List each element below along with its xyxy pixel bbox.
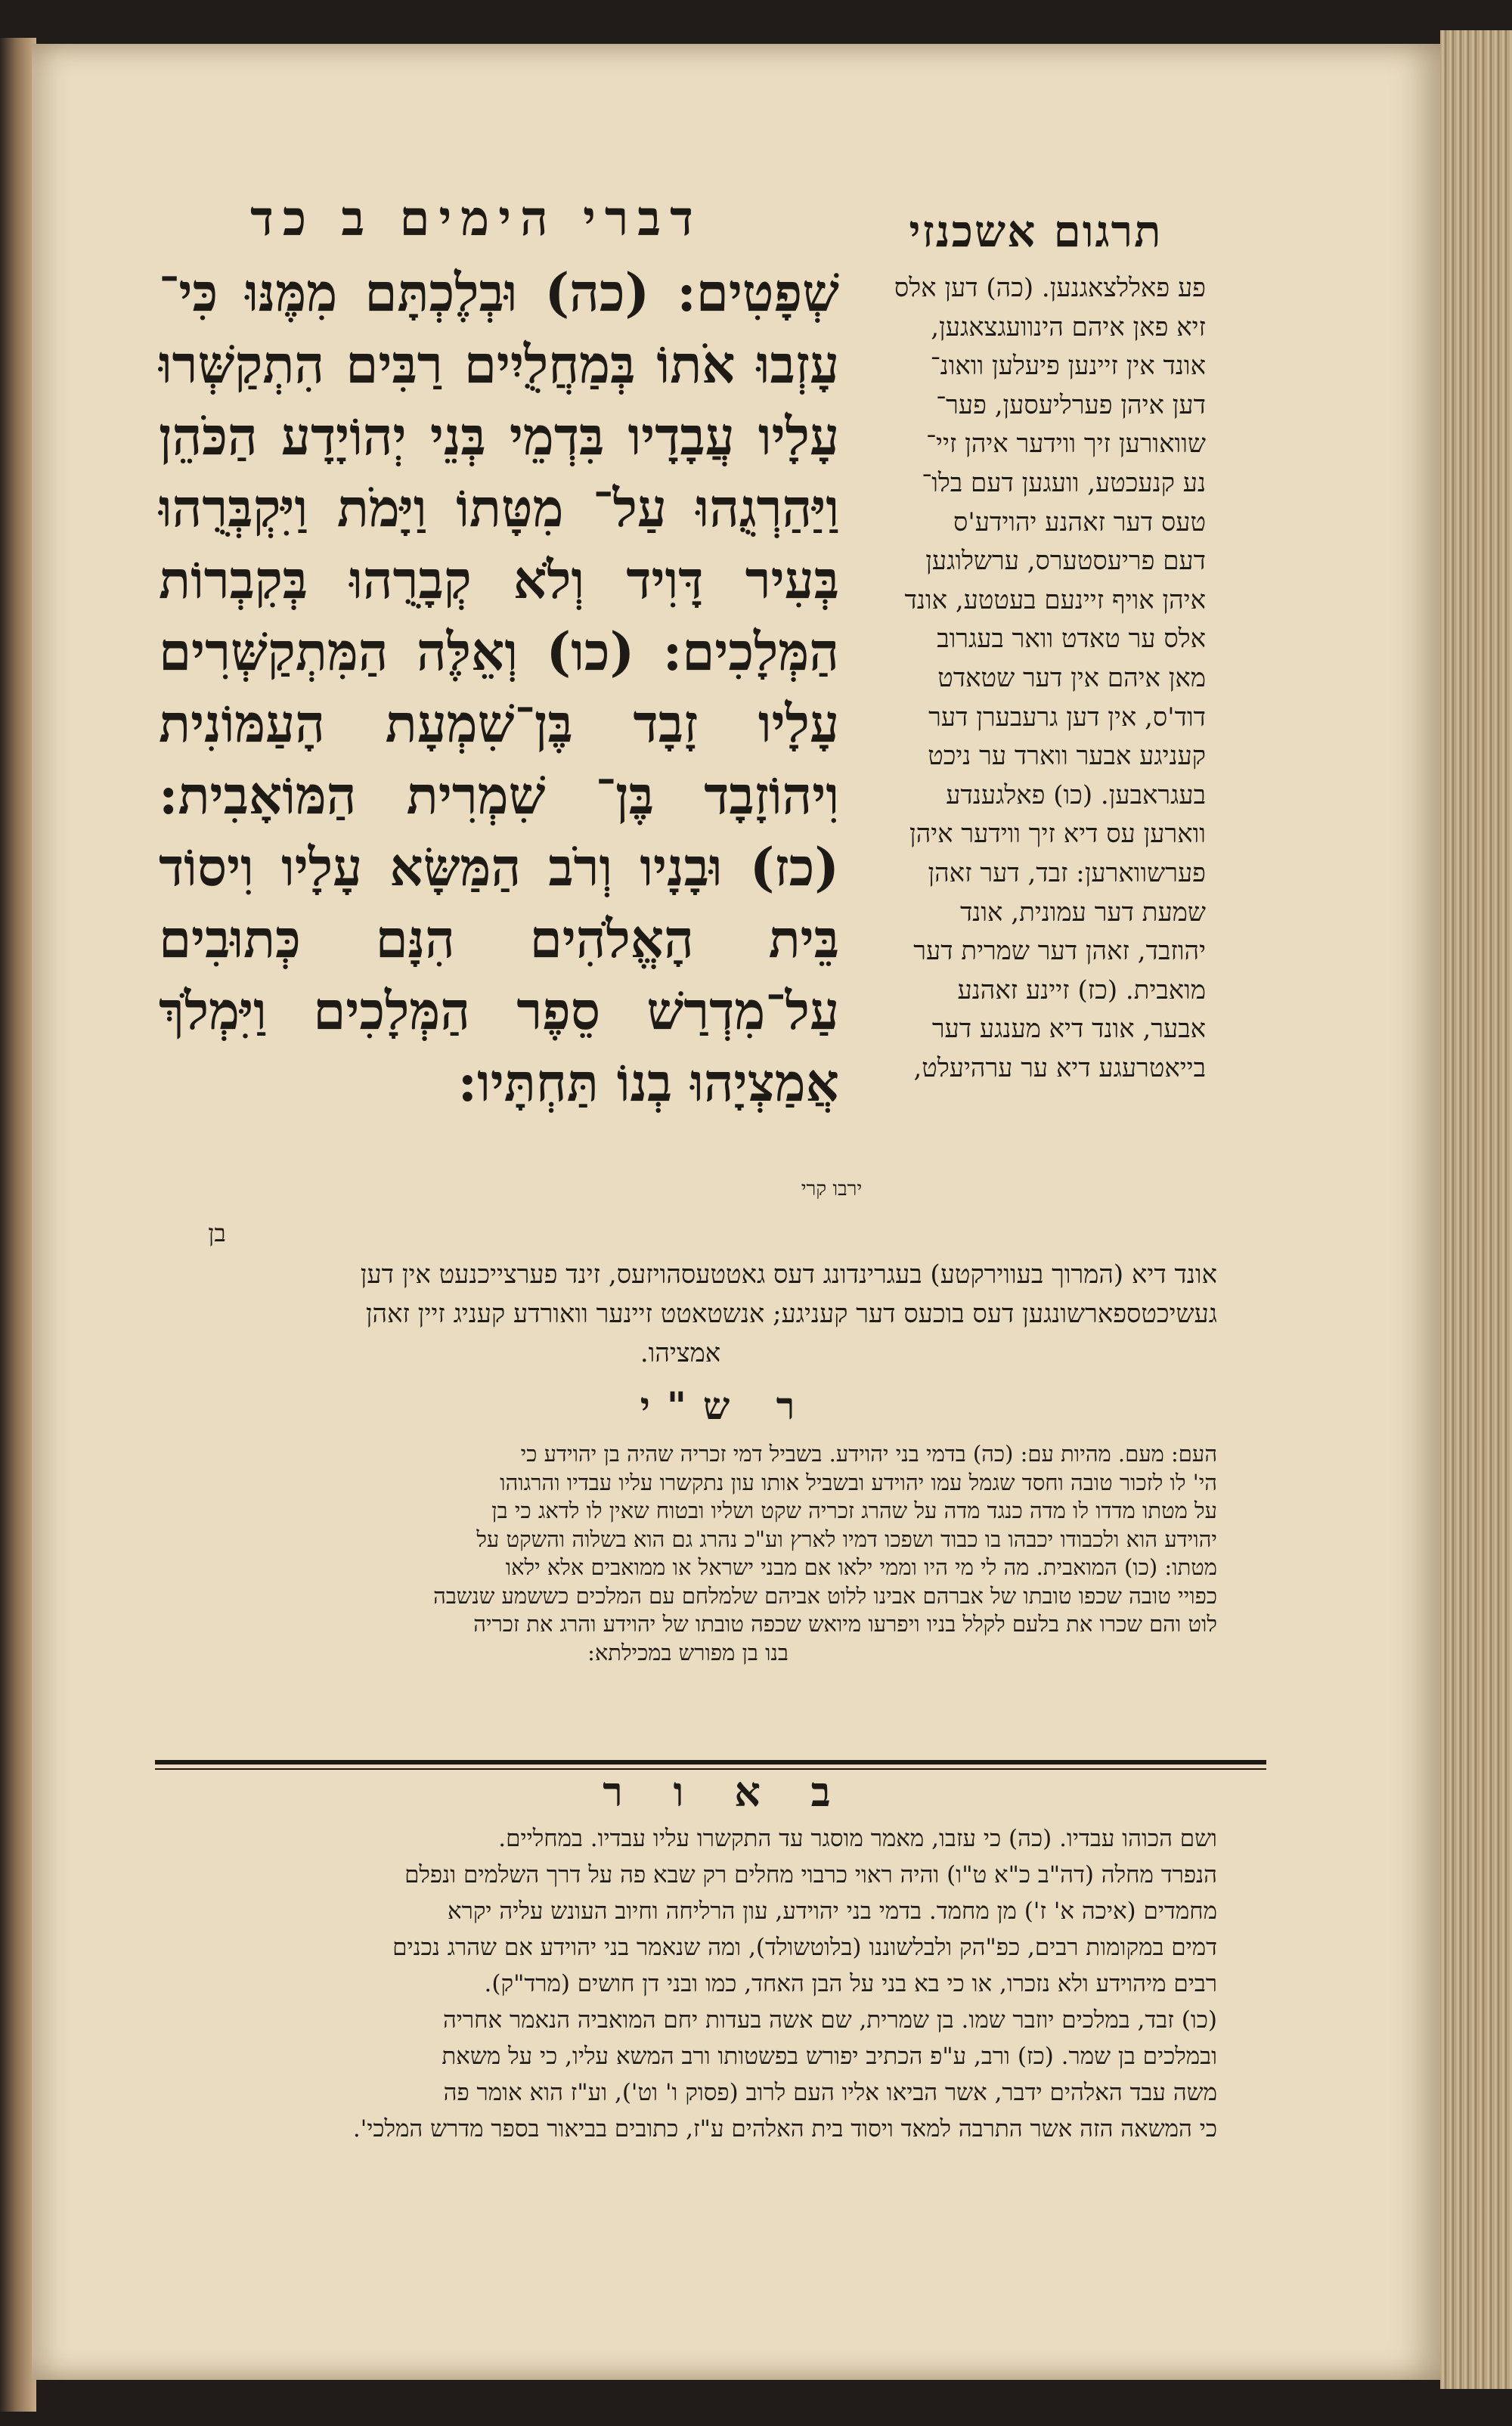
running-header-book-chapter: דברי הימים ב כד — [250, 191, 702, 247]
biur-line: הנפרד מחלה (דה"ב כ"א ט"ו) והיה ראוי כרבוי מחלים רק שבא פה על דרך השלמים ונפלם — [404, 1861, 1217, 1888]
rashi-heading: ר ש"י — [640, 1383, 812, 1428]
rashi-line: העם: מעם. מהיות עם: (כה) בדמי בני יהוידע. בשביל דמי זכריה שהיה בן יהוידע כי — [520, 1441, 1217, 1467]
translation-line: בעגראבען. (כו) פאלגענדע — [946, 779, 1206, 810]
translation-line: מואבית. (כז) זיינע זאהנע — [957, 974, 1206, 1005]
biur-heading: ב א ו ר — [603, 1768, 849, 1816]
scripture-text: שְׁפָטִים: (כה) וּבְלֶכְתָּם מִמֶּנּוּ כִּי־ עָזְבוּ אֹתוֹ בְּמַחֲלֻיִים רַבִּים הִתְקַשְּׁרוּ עָלָיו עֲבָדָיו בִּדְמֵי בְּנֵי יְהוֹיָדָע הַכֹּהֵן וַיַּהַרְגֻהוּ עַל־ מִטָּתוֹ וַיָּמֹת וַיִּקְבְּרֻהוּ בְּעִיר דָּוִיד וְלֹא קְבָרֻהוּ בְּקִבְרוֹת הַמְּלָכִים: (כו) וְאֵלֶּה הַמִּתְקַשְּׁרִים עָלָיו זָבָד בֶּן־שִׁמְעָת הָעַמּוֹנִית וִיהוֹזָבָד בֶּן־ שִׁמְרִית הַמּוֹאָבִית: (כז) וּבָנָיו וְרֹב הַמַּשָּׂא עָלָיו וִיסוֹד בֵּית הָאֱלֹהִים הִנָּם כְּתוּבִים עַל־מִדְרַשׁ סֵפֶר הַמְּלָכִים וַיִּמְלֹךְ אֲמַצְיָהוּ בְנוֹ תַּחְתָּיו: — [159, 262, 839, 1114]
translation-continued-line: אמציהו. — [640, 1338, 721, 1368]
rashi-line: כפויי טובה שכפו טובתו של אברהם אבינו ללוט אביהם שלמלחם עם המלכים כששמע שנשבה — [433, 1582, 1217, 1609]
rashi-line: הי' לו לזכור טובה וחסד שגמל עמו יהוידע ובשביל אותו עון נתקשרו עליו עבדיו והרגוהו — [500, 1469, 1217, 1495]
translation-line: מאן איהם אין דער שטאדט — [937, 662, 1206, 693]
biur-line: משה עבד האלהים ידבר, אשר הביאו אליו העם לרוב (פסוק ו' וט'), וע"ז הוא אומר פה — [443, 2079, 1217, 2106]
translation-continued — [144, 1255, 1217, 1383]
translation-line: יהוזבד, זאהן דער שמרית דער — [913, 936, 1206, 967]
page-stack-edge — [1440, 30, 1512, 2389]
translation-line: פערשווארען: זבד, דער זאהן — [928, 857, 1206, 888]
translation-line: דען איהן פערליעסען, פער־ — [936, 389, 1206, 420]
section-divider-thick — [155, 1760, 1266, 1765]
translation-line: איהן אויף זיינעם בעטטע, אונד — [904, 584, 1206, 615]
translation-line: ווארען עס דיא זיך ווידער איהן — [909, 819, 1206, 850]
rashi-line: על מטתו מדדו לו מדה כנגד מדה על שהרג זכריה שקט ושליו ובטוח שאין לו לדאג כי בן — [491, 1498, 1217, 1523]
biur-line: ובמלכים בן שמר. (כז) ורב, ע"פ הכתיב יפורש בפשטותו ורב המשא עליו, כי על משאת — [442, 2043, 1217, 2070]
translation-line: קעניגע אבער ווארד ער ניכט — [928, 741, 1206, 772]
biur-line: מחמדים (איכה א' ז') מן מחמד. בדמי בני יהוידע, עון הרליחה וחיוב העונש עליה יקרא — [447, 1898, 1217, 1925]
translation-continued-line: געשיכטספארשונגען דעס בוכעס דער קעניגע; אנשטאטט זיינער וואורדע קעניג זיין זאהן — [365, 1299, 1217, 1329]
translation-line: שוואורען זיך ווידער איהן זיי־ — [926, 429, 1206, 460]
translation-line: זיא פאן איהם הינוועגצאגען, — [931, 311, 1206, 342]
translation-continued-line: אונד דיא (המרוך בעווירקטע) בעגרינדונג דעס גאטטעסהויזעס, זינד פערצייכנעט אין דען — [360, 1259, 1217, 1290]
translation-line: שמעת דער עמונית, אונד — [959, 897, 1206, 928]
rashi-line: לוט והם שכרו את בלעם לקלל בניו ויפרעו מיואש שכפה טובתו של יהוידע והרג את זכריה — [473, 1611, 1217, 1637]
biur-line: (כו) זבד, במלכים יוזבר שמו. בן שמרית, שם אשה בעדות יחם המואביה הנאמר אחריה — [442, 2006, 1217, 2034]
translation-line: אלס ער טאדט וואר בעגרוב — [937, 624, 1206, 655]
running-header-translation: תרגום אשכנזי — [909, 206, 1163, 257]
translation-line: טעס דער זאהנע יהוידע'ס — [953, 507, 1206, 538]
biur-line: רבים מיהוידע ולא נזכרו, או כי בא בני על הבן האחד, כמו ובני דן חושים (מרד"ק). — [484, 1970, 1217, 1997]
translation-line: פע פאללצאגנען. (כה) דען אלס — [894, 273, 1206, 303]
biur-line: כי המשאה הזה אשר התרבה למאד ויסוד בית האלהים ע"ז, כתובים בביאור בספר מדרש המלכי'. — [352, 2115, 1217, 2143]
biur-commentary — [159, 1820, 1217, 2214]
rashi-line: בנו בן מפורש במכילתא: — [587, 1639, 789, 1665]
catchword: בן — [208, 1219, 226, 1247]
rashi-line: יהוידע הוא ולכבודו יכבהו בו כבוד ושפכו דמיו לארץ וע"כ נהרג גם הוא בשלוה והשקט על — [476, 1526, 1217, 1552]
ketiv-kri-note: ירבו קרי — [801, 1178, 863, 1201]
translation-line: אונד אין זיינען פיעלען וואונ־ — [930, 351, 1206, 382]
german-translation-column — [854, 269, 1206, 1252]
rashi-commentary — [159, 1440, 1217, 1758]
translation-line: דעם פריעסטערס, ערשלוגען — [925, 546, 1206, 577]
rashi-line: מטתו: (כו) המואבית. מה לי מי היו וממי ילאו אם מבני ישראל או ממואבים אלא ילאו — [505, 1554, 1217, 1580]
translation-line: בייאטרעגע דיא ער ערהיעלט, — [913, 1052, 1206, 1083]
previous-page-edge — [0, 38, 36, 2412]
biur-line: דמים במקומות רבים, כפ"הק ולבלשוננו (בלוטשולד), ומה שנאמר בני יהוידע אם שהרג נכנים — [392, 1934, 1217, 1961]
translation-line: דוד'ס, אין דען גרעבערן דער — [928, 702, 1206, 733]
biur-line: ושם הכוהו עבדיו. (כה) כי עזבו, מאמר מוסגר עד התקשרו עליו עבדיו. במחליים. — [498, 1825, 1217, 1852]
translation-line: נע קנעכטע, וועגען דעם בלו־ — [922, 467, 1206, 498]
translation-line: אבער, אונד דיא מענגע דער — [931, 1014, 1206, 1045]
